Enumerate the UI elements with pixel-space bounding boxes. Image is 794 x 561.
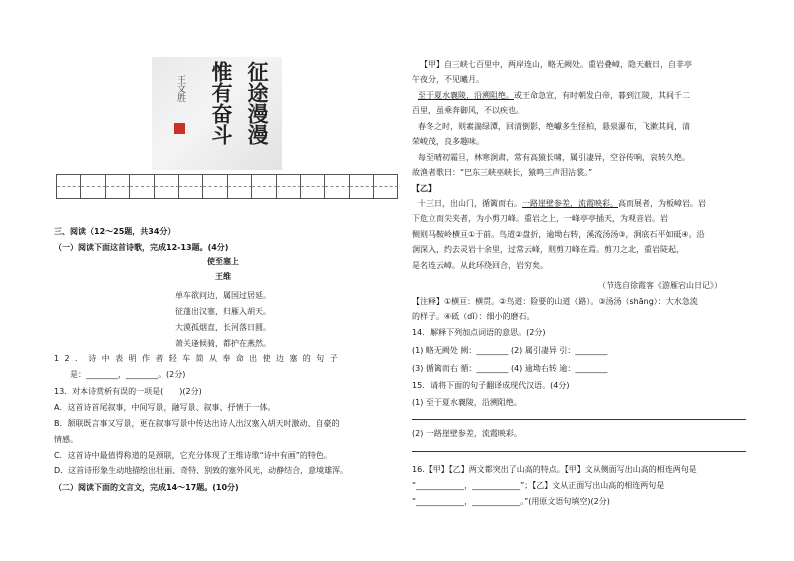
- passage-yi-line: 是名连云嶂。从此环绕回合，岩穷矣。: [412, 261, 548, 270]
- passage-jia-line: 午夜分，不见曦月。: [412, 75, 484, 84]
- calligraphy-column-1: 征途漫漫: [245, 61, 270, 145]
- section-3-title: 三、阅读（12～25题，共34分）: [54, 227, 176, 236]
- option-d: D．这首诗形象生动地描绘出壮丽、奇特、别致的塞外风光，动静结合，意境雄浑。: [54, 466, 349, 475]
- calligraphy-signature: 王文胜: [175, 75, 185, 102]
- annotation-line-1: 【注释】①横亘：横贯。②鸟道：险要的山道（路）。③汤汤（shāng）：大水急流: [412, 297, 698, 306]
- poem-title: 使至塞上: [207, 257, 239, 266]
- question-14: 14．解释下列加点词语的意思。(2分): [412, 328, 546, 337]
- question-15-item-2: (2) 一路崖壁参差，流霞映彩。: [412, 429, 522, 438]
- question-16-line-2: “____________，____________”；【乙】文从正面写出山高的相连两句是: [412, 481, 665, 490]
- passage-yi-line: 侧则马鞍岭横亘①于前。鸟道②盘折，逾坳右转，溪流汤汤③，涧底石平如砥④。沿: [412, 230, 705, 239]
- passage-jia-line: 至于夏水襄陵，沿溯阻绝。或王命急宣，有时朝发白帝，暮到江陵，其间千二: [418, 91, 690, 100]
- passage-jia-line: 故渔者歌曰：“巴东三峡巫峡长，猿鸣三声泪沾裳。”: [412, 168, 593, 177]
- option-b-line-1: B．颔联既言事又写景，更在叙事写景中传达出诗人出汉塞入胡天时激动、自豪的: [54, 419, 340, 428]
- poem-line: 单车欲问边，属国过居延。: [175, 291, 271, 300]
- question-16-line-1: 16.【甲】【乙】两文都突出了山高的特点。【甲】文从侧面写出山高的相连两句是: [412, 465, 697, 474]
- seal-stamp: [174, 123, 185, 134]
- passage-yi-line: 下危立而尖夹者，为小剪刀峰。重岩之上，一峰亭亭插天，为观音岩。岩: [412, 214, 668, 223]
- answer-line: [412, 451, 746, 452]
- passage-jia-line: 每至晴初霜旦，林寒涧肃，常有高猿长啸，属引凄异，空谷传响，哀转久绝。: [418, 153, 690, 162]
- calligraphy-column-2: 惟有奋斗: [209, 61, 234, 145]
- answer-line: [412, 419, 746, 420]
- passage-yi-line: 涧深入，约去灵岩十余里，过常云峰，则剪刀峰在焉。剪刀之北，重岩陡起，: [412, 245, 684, 254]
- poem-line: 征蓬出汉塞，归雁入胡天。: [175, 307, 271, 316]
- calligraphy-image: [152, 57, 282, 170]
- underlined-sentence: 一路崖壁参差，流霞映彩。: [522, 199, 618, 208]
- question-13: 13．对本诗赏析有误的一项是( )(2分): [54, 387, 202, 396]
- passage-jia-line: 春冬之时，则素湍绿潭，回清倒影，绝巘多生怪柏，悬泉瀑布，飞漱其间，清: [418, 122, 690, 131]
- option-a: A．这首诗首尾叙事，中间写景，融写景、叙事、抒情于一体。: [54, 403, 276, 412]
- question-14-items-2: (3) 循篱而右 循：________ (4) 逾坳右转 逾：________: [412, 364, 608, 373]
- poem-line: 萧关逢候骑，都护在燕然。: [175, 339, 271, 348]
- poem-author: 王维: [215, 272, 231, 281]
- annotation-line-2: 的样子。④砥（dǐ）：细小的磨石。: [412, 312, 535, 321]
- underlined-sentence: 至于夏水襄陵，沿溯阻绝。: [418, 91, 514, 100]
- passage-yi-label: 【乙】: [412, 184, 436, 193]
- passage-source: （节选自徐霞客《游雁宕山日记》）: [598, 281, 722, 290]
- question-12-line-2: 是：________，________。(2分): [70, 370, 186, 379]
- passage-yi-line: 十三日，出山门，循篱而右。一路崖壁参差，流霞映彩。高而展者，为板嶂岩。岩: [418, 199, 706, 208]
- passage-jia-line: 【甲】自三峡七百里中，两岸连山，略无阙处。重岩叠嶂，隐天蔽日，自非亭: [420, 60, 692, 69]
- poem-line: 大漠孤烟直，长河落日圆。: [175, 323, 271, 332]
- passage-jia-line: 百里，虽乘奔御风，不以疾也。: [412, 106, 524, 115]
- question-15-item-1: (1) 至于夏水襄陵，沿溯阻绝。: [412, 398, 522, 407]
- passage-jia-line: 荣峻茂，良多趣味。: [412, 137, 484, 146]
- question-16-line-3: “____________，____________。”(用原文语句填空)(2分): [412, 497, 610, 506]
- part-2-title: （二）阅读下面的文言文，完成14～17题。(10分): [54, 483, 239, 492]
- question-12-line-1: 12．诗中表明作者轻车简从奉命出使边塞的句子: [54, 354, 343, 363]
- option-b-line-2: 情感。: [54, 435, 78, 444]
- option-c: C．这首诗中最值得称道的是颈联，它充分体现了王维诗歌“诗中有画”的特色。: [54, 451, 332, 460]
- part-1-title: （一）阅读下面这首诗歌，完成12-13题。(4分): [54, 243, 229, 252]
- writing-grid: [56, 174, 398, 199]
- question-14-items-1: (1) 略无阙处 阙：________ (2) 属引凄异 引：________: [412, 346, 608, 355]
- question-15: 15．请将下面的句子翻译成现代汉语。(4分): [412, 381, 570, 390]
